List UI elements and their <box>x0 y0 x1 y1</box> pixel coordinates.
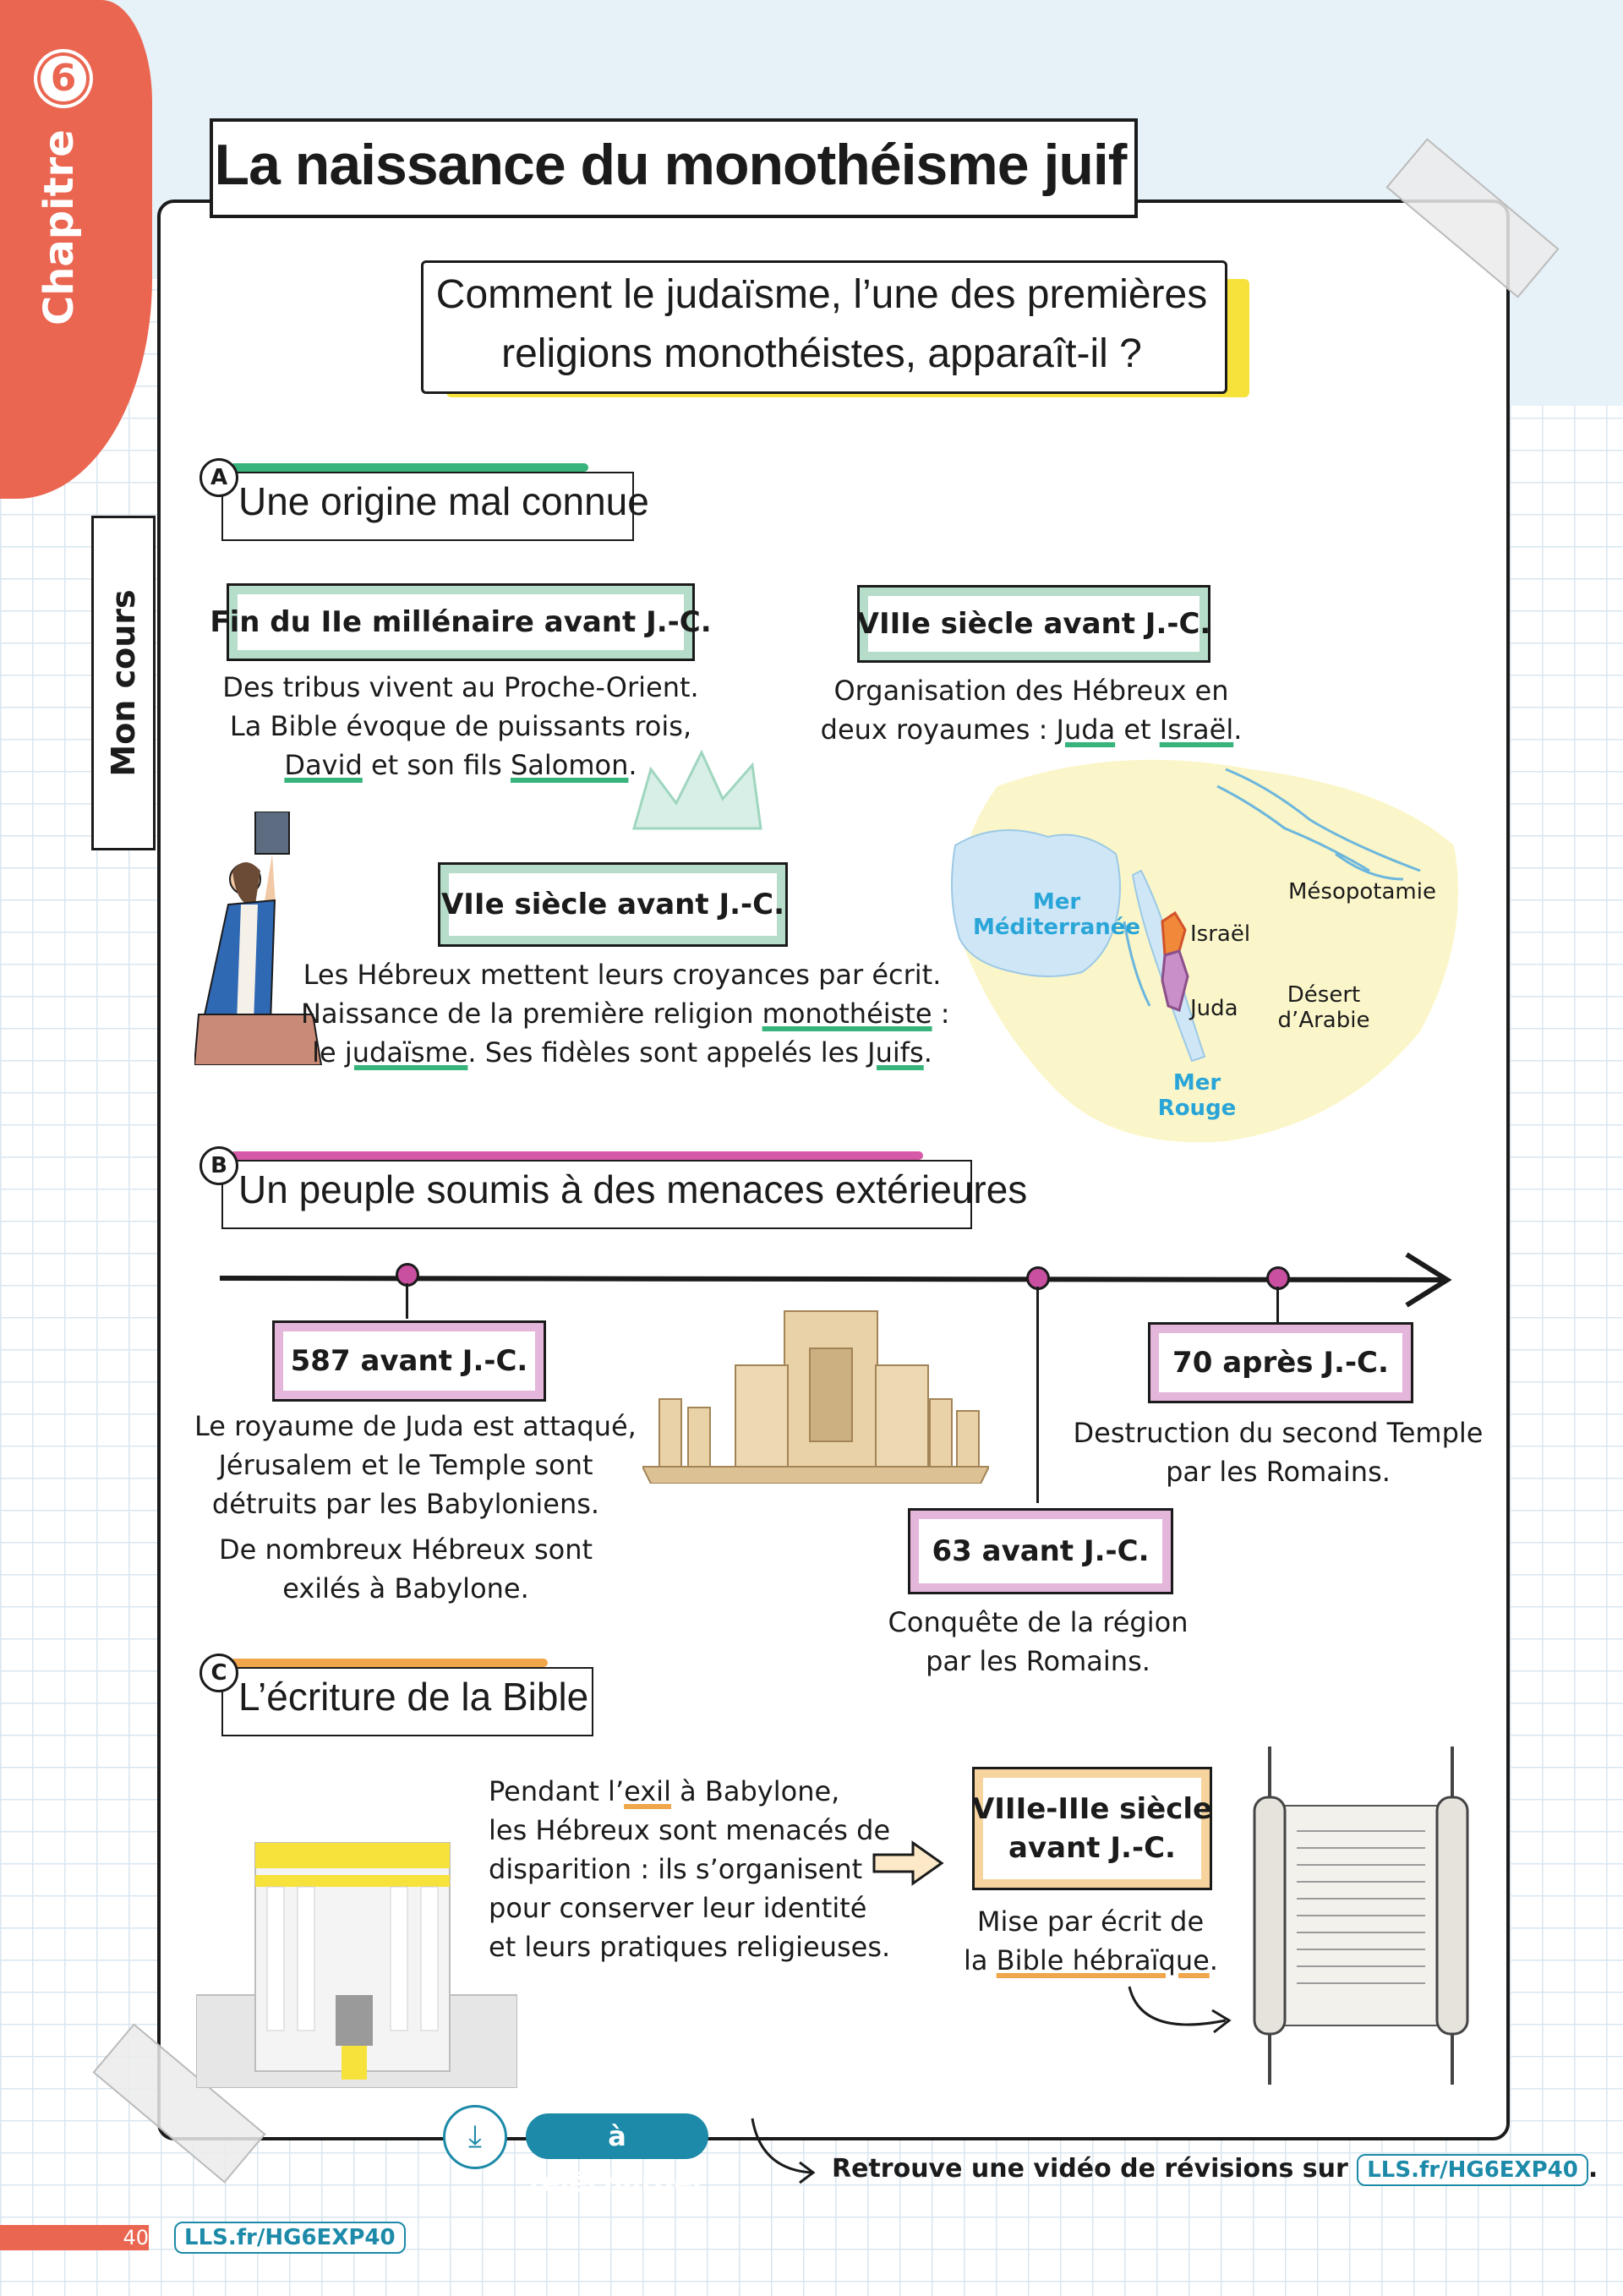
keyword-israel: Israël <box>1159 713 1234 746</box>
keyword-juda: Juda <box>1056 713 1116 746</box>
page-link[interactable]: LLS.fr/HG6EXP40 <box>174 2222 406 2254</box>
download-icon[interactable]: ⤓ <box>443 2105 507 2169</box>
question-line-1: Comment le judaïsme, l’une des premières <box>435 272 1208 317</box>
date-fin-iie-millenaire: Fin du IIe millénaire avant J.-C. <box>227 583 695 661</box>
page-number: 40 <box>123 2226 149 2250</box>
keyword-juifs: Juifs <box>867 1036 924 1069</box>
section-c-letter: C <box>199 1654 238 1692</box>
keyword-judaisme: judaïsme <box>344 1036 468 1069</box>
event-b1-text: Le royaume de Juda est attaqué, Jérusalem et le Temple sont détruits par les Babyloniens. De nombreux Hébreux sont exilés à Babylone. <box>194 1410 637 1604</box>
keyword-monotheiste: monothéiste <box>762 998 932 1030</box>
map-label-israel: Israël <box>1190 921 1251 947</box>
footer-video-line: Retrouve une vidéo de révisions sur LLS.fr/HG6EXP40 . <box>832 2154 1598 2186</box>
keyword-salomon: Salomon <box>510 749 629 781</box>
page-title: La naissance du monothéisme juif <box>214 133 1127 197</box>
side-label-box <box>91 516 156 850</box>
section-a-letter: A <box>199 458 238 497</box>
section-b-title: Un peuple soumis à des menaces extérieures <box>238 1167 1028 1211</box>
section-c-result: Mise par écrit de la Bible hébraïque. <box>964 1905 1218 1976</box>
section-a-underline <box>230 463 588 472</box>
section-b-underline <box>230 1151 923 1160</box>
second-temple-illustration <box>196 1834 517 2088</box>
map-label-mediterranee: Mer Méditerranée <box>972 889 1141 940</box>
keyword-exil: exil <box>624 1775 671 1807</box>
section-a-title: Une origine mal connue <box>238 479 649 523</box>
side-label: Mon cours <box>105 589 142 777</box>
curved-arrow-icon <box>1124 1978 1243 2046</box>
section-c-text: Pendant l’exil à Babylone, les Hébreux sont menacés de disparition : ils s’organisent pour conserver leur identité et leurs pratiques religieuses. <box>489 1775 891 1963</box>
event-a1-text: Des tribus vivent au Proche-Orient. La Bible évoque de puissants rois, David et son fils Salomon. <box>222 671 699 781</box>
event-b2-text: Conquête de la région par les Romains. <box>888 1606 1189 1677</box>
keyword-bible-hebraique: Bible hébraïque <box>996 1944 1210 1976</box>
timeline-connector-587 <box>406 1283 408 1319</box>
event-a3-text: Les Hébreux mettent leurs croyances par écrit. Naissance de la première religion monothéiste : le judaïsme. Ses fidèles sont appelés les Juifs. <box>301 959 950 1069</box>
event-a2-text: Organisation des Hébreux en deux royaumes : Juda et Israël. <box>820 675 1243 746</box>
date-viie-siecle: VIIe siècle avant J.-C. <box>438 862 788 947</box>
chapter-number: 6 <box>34 49 93 108</box>
map-label-mer-rouge: Mer Rouge <box>1157 1070 1237 1121</box>
map-label-juda: Juda <box>1190 996 1238 1021</box>
footer-curved-arrow-icon <box>744 2110 820 2186</box>
footer-video-link[interactable]: LLS.fr/HG6EXP40 <box>1357 2154 1588 2186</box>
date-70: 70 après J.-C. <box>1148 1322 1413 1403</box>
date-63: 63 avant J.-C. <box>908 1508 1173 1594</box>
question-text <box>421 260 1222 389</box>
right-arrow-icon <box>871 1838 947 1889</box>
crown-decoration <box>626 744 769 837</box>
map-label-desert: Désert d’Arabie <box>1277 982 1370 1033</box>
map-label-mesopotamie: Mésopotamie <box>1288 879 1436 905</box>
date-587: 587 avant J.-C. <box>272 1320 546 1402</box>
download-button[interactable]: à télécharger <box>526 2113 708 2159</box>
date-viiie-iiie-siecle: VIIIe-IIIe siècle avant J.-C. <box>972 1767 1212 1890</box>
page-link-wrap <box>174 2222 406 2254</box>
temple-ruin-illustration <box>642 1306 989 1484</box>
torah-scroll-illustration <box>1243 1747 1479 2102</box>
keyword-david: David <box>284 749 363 781</box>
chapter-label: Chapitre <box>36 129 83 325</box>
timeline-connector-63 <box>1036 1287 1039 1503</box>
section-c-title: L’écriture de la Bible <box>238 1675 589 1719</box>
question-line-2: religions monothéistes, apparaît-il ? <box>501 331 1142 376</box>
date-viiie-siecle: VIIIe siècle avant J.-C. <box>857 585 1210 663</box>
section-b-letter: B <box>199 1146 238 1185</box>
timeline-connector-70 <box>1276 1287 1279 1322</box>
event-b3-text: Destruction du second Temple par les Romains. <box>1073 1417 1484 1488</box>
section-c-underline <box>230 1659 548 1667</box>
